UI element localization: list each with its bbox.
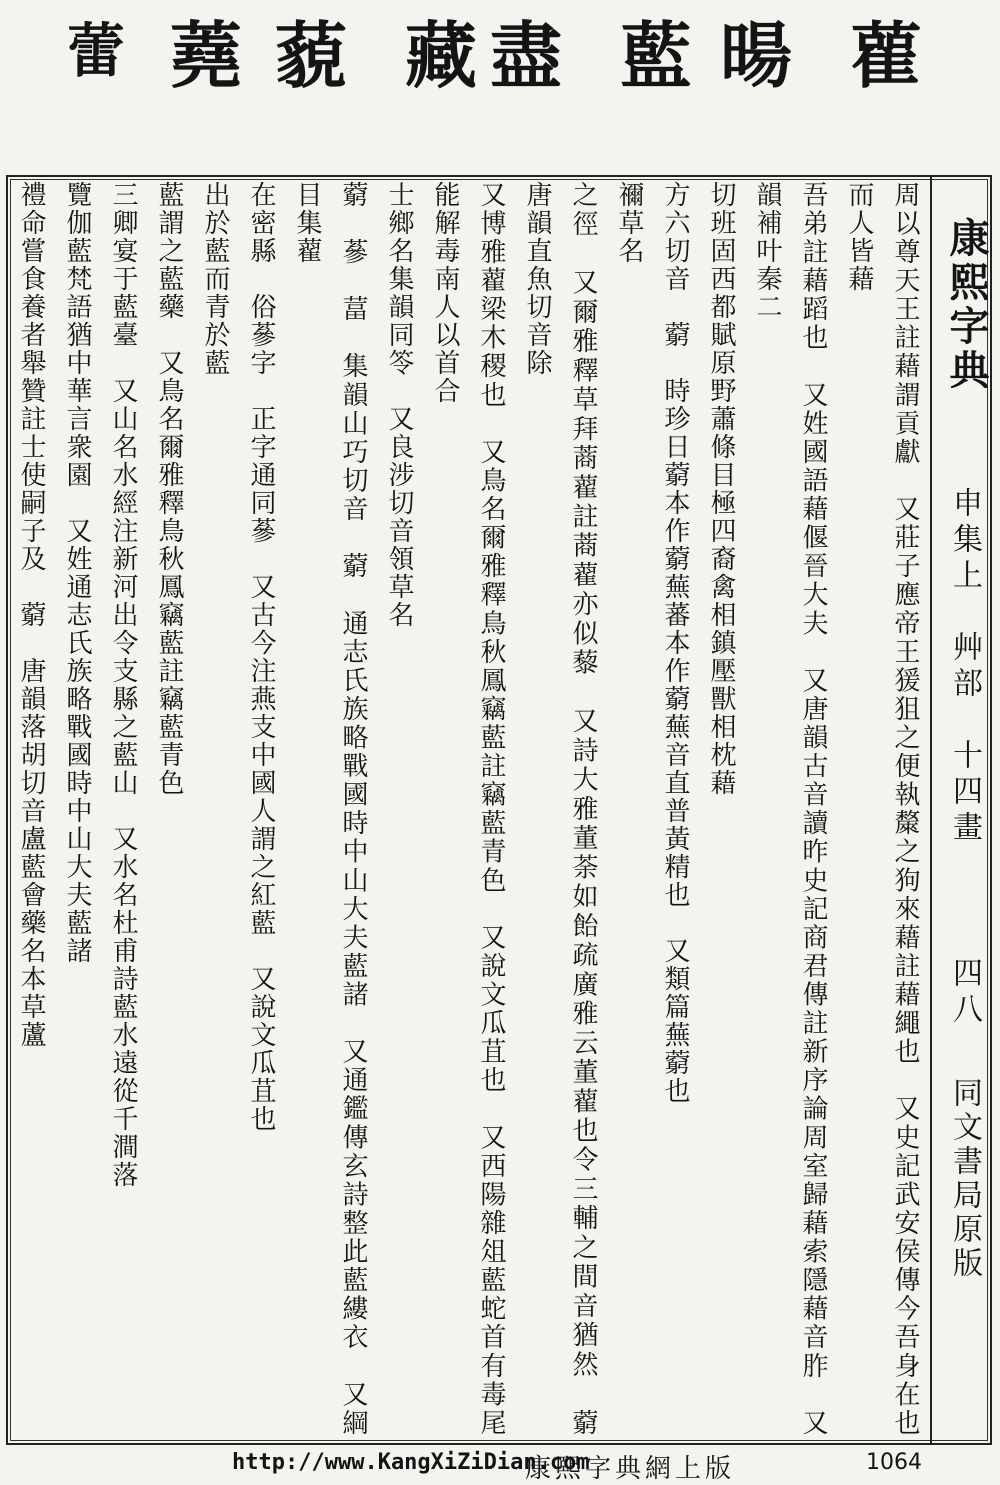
entry-column: 又博雅藋梁木稷也 又鳥名爾雅釋鳥秋鳳竊藍註竊藍青色 又說文瓜苴也 又西陽雜俎藍蛇首有毒尾能解毒南人以首合 bbox=[430, 181, 506, 1437]
entry-column: 出於藍而青於藍 bbox=[200, 181, 230, 377]
seal-glyph-1: 蕾 bbox=[56, 20, 125, 78]
seal-glyph-3: 藐 bbox=[275, 13, 348, 98]
book-title: 康熙字典 bbox=[943, 217, 990, 393]
entry-column: 之徑 又爾雅釋草拜蔏藋註蔏藋亦似藜 又詩大雅董荼如飴疏廣雅云董藋也令三輔之間音猶然 藭 唐韻直魚切音除 bbox=[522, 181, 598, 1437]
entry-column: 士鄉名集韻同笭 又良涉切音領草名 bbox=[384, 181, 414, 629]
seal-glyph-8: 雚 bbox=[850, 13, 923, 98]
seal-glyph-5: 盡 bbox=[490, 13, 563, 98]
entry-column: 方六切音 藭 時珍日藭本作藭蕪蕃本作藭蕪音直普黃精也 又類篇蕪藭也 bbox=[660, 181, 690, 1105]
seal-glyph-7: 暘 bbox=[720, 13, 793, 98]
seal-glyph-2: 蕘 bbox=[170, 13, 243, 98]
seal-script-header bbox=[56, 13, 940, 170]
seal-glyph-6: 藍 bbox=[620, 13, 693, 98]
site-url-link[interactable]: http://www.KangXiZiDian.com bbox=[232, 1450, 590, 1475]
entry-column: 周以尊天王註藉謂貢獻 又莊子應帝王猨狙之便執斄之狗來藉註藉繩也 又史記武安侯傳今吾身在也而人皆藉 bbox=[844, 181, 920, 1437]
page-footer bbox=[0, 1448, 1000, 1484]
page-number: 1064 bbox=[866, 1450, 922, 1475]
dictionary-page-frame bbox=[6, 175, 992, 1445]
folio-number: 四八 bbox=[947, 957, 982, 1029]
entry-column: 覽伽藍梵語猶中華言衆園 又姓通志氏族略戰國時中山大夫藍諸 bbox=[62, 181, 92, 965]
side-margin-panel bbox=[930, 177, 990, 1443]
entry-column: 在密縣 俗蔘字 正字通同蔘 又古今注燕支中國人謂之紅藍 又說文瓜苴也 bbox=[246, 181, 276, 1133]
entry-column: 吾弟註藉蹈也 又姓國語藉偃晉大夫 又唐韻古音讀昨史記商君傳註新序論周室歸藉索隱藉音胙 又韻補叶秦二 bbox=[752, 181, 828, 1437]
entry-column: 禮命嘗食養者舉贊註士使嗣子及 藭 唐韻落胡切音盧藍會藥名本草蘆 bbox=[16, 181, 46, 1049]
entry-column: 切班固西都賦原野蕭條目極四裔禽相鎮壓獸相枕藉 bbox=[706, 181, 736, 797]
footer-title: 康熙字典網上版 bbox=[525, 1454, 736, 1484]
publisher-label: 同文書局原版 bbox=[947, 1077, 982, 1281]
entry-column: 藍謂之藍藥 又鳥名爾雅釋鳥秋鳳竊藍註竊藍青色 bbox=[154, 181, 184, 797]
entry-column: 三卿宴于藍臺 又山名水經注新河出令支縣之藍山 又水名杜甫詩藍水遠從千澗落 bbox=[108, 181, 138, 1189]
entry-column: 禰草名 bbox=[614, 181, 644, 265]
dictionary-entries bbox=[14, 181, 928, 1437]
entry-column: 藭 蔘 葍 集韻山巧切音 藭 通志氏族略戰國時中山大夫藍諸 又通鑑傳玄詩整此藍縷衣 又綱目集藋 bbox=[292, 181, 368, 1437]
section-label: 申集上 艸部 十四畫 bbox=[947, 487, 982, 847]
seal-glyph-4: 藏 bbox=[405, 13, 478, 98]
